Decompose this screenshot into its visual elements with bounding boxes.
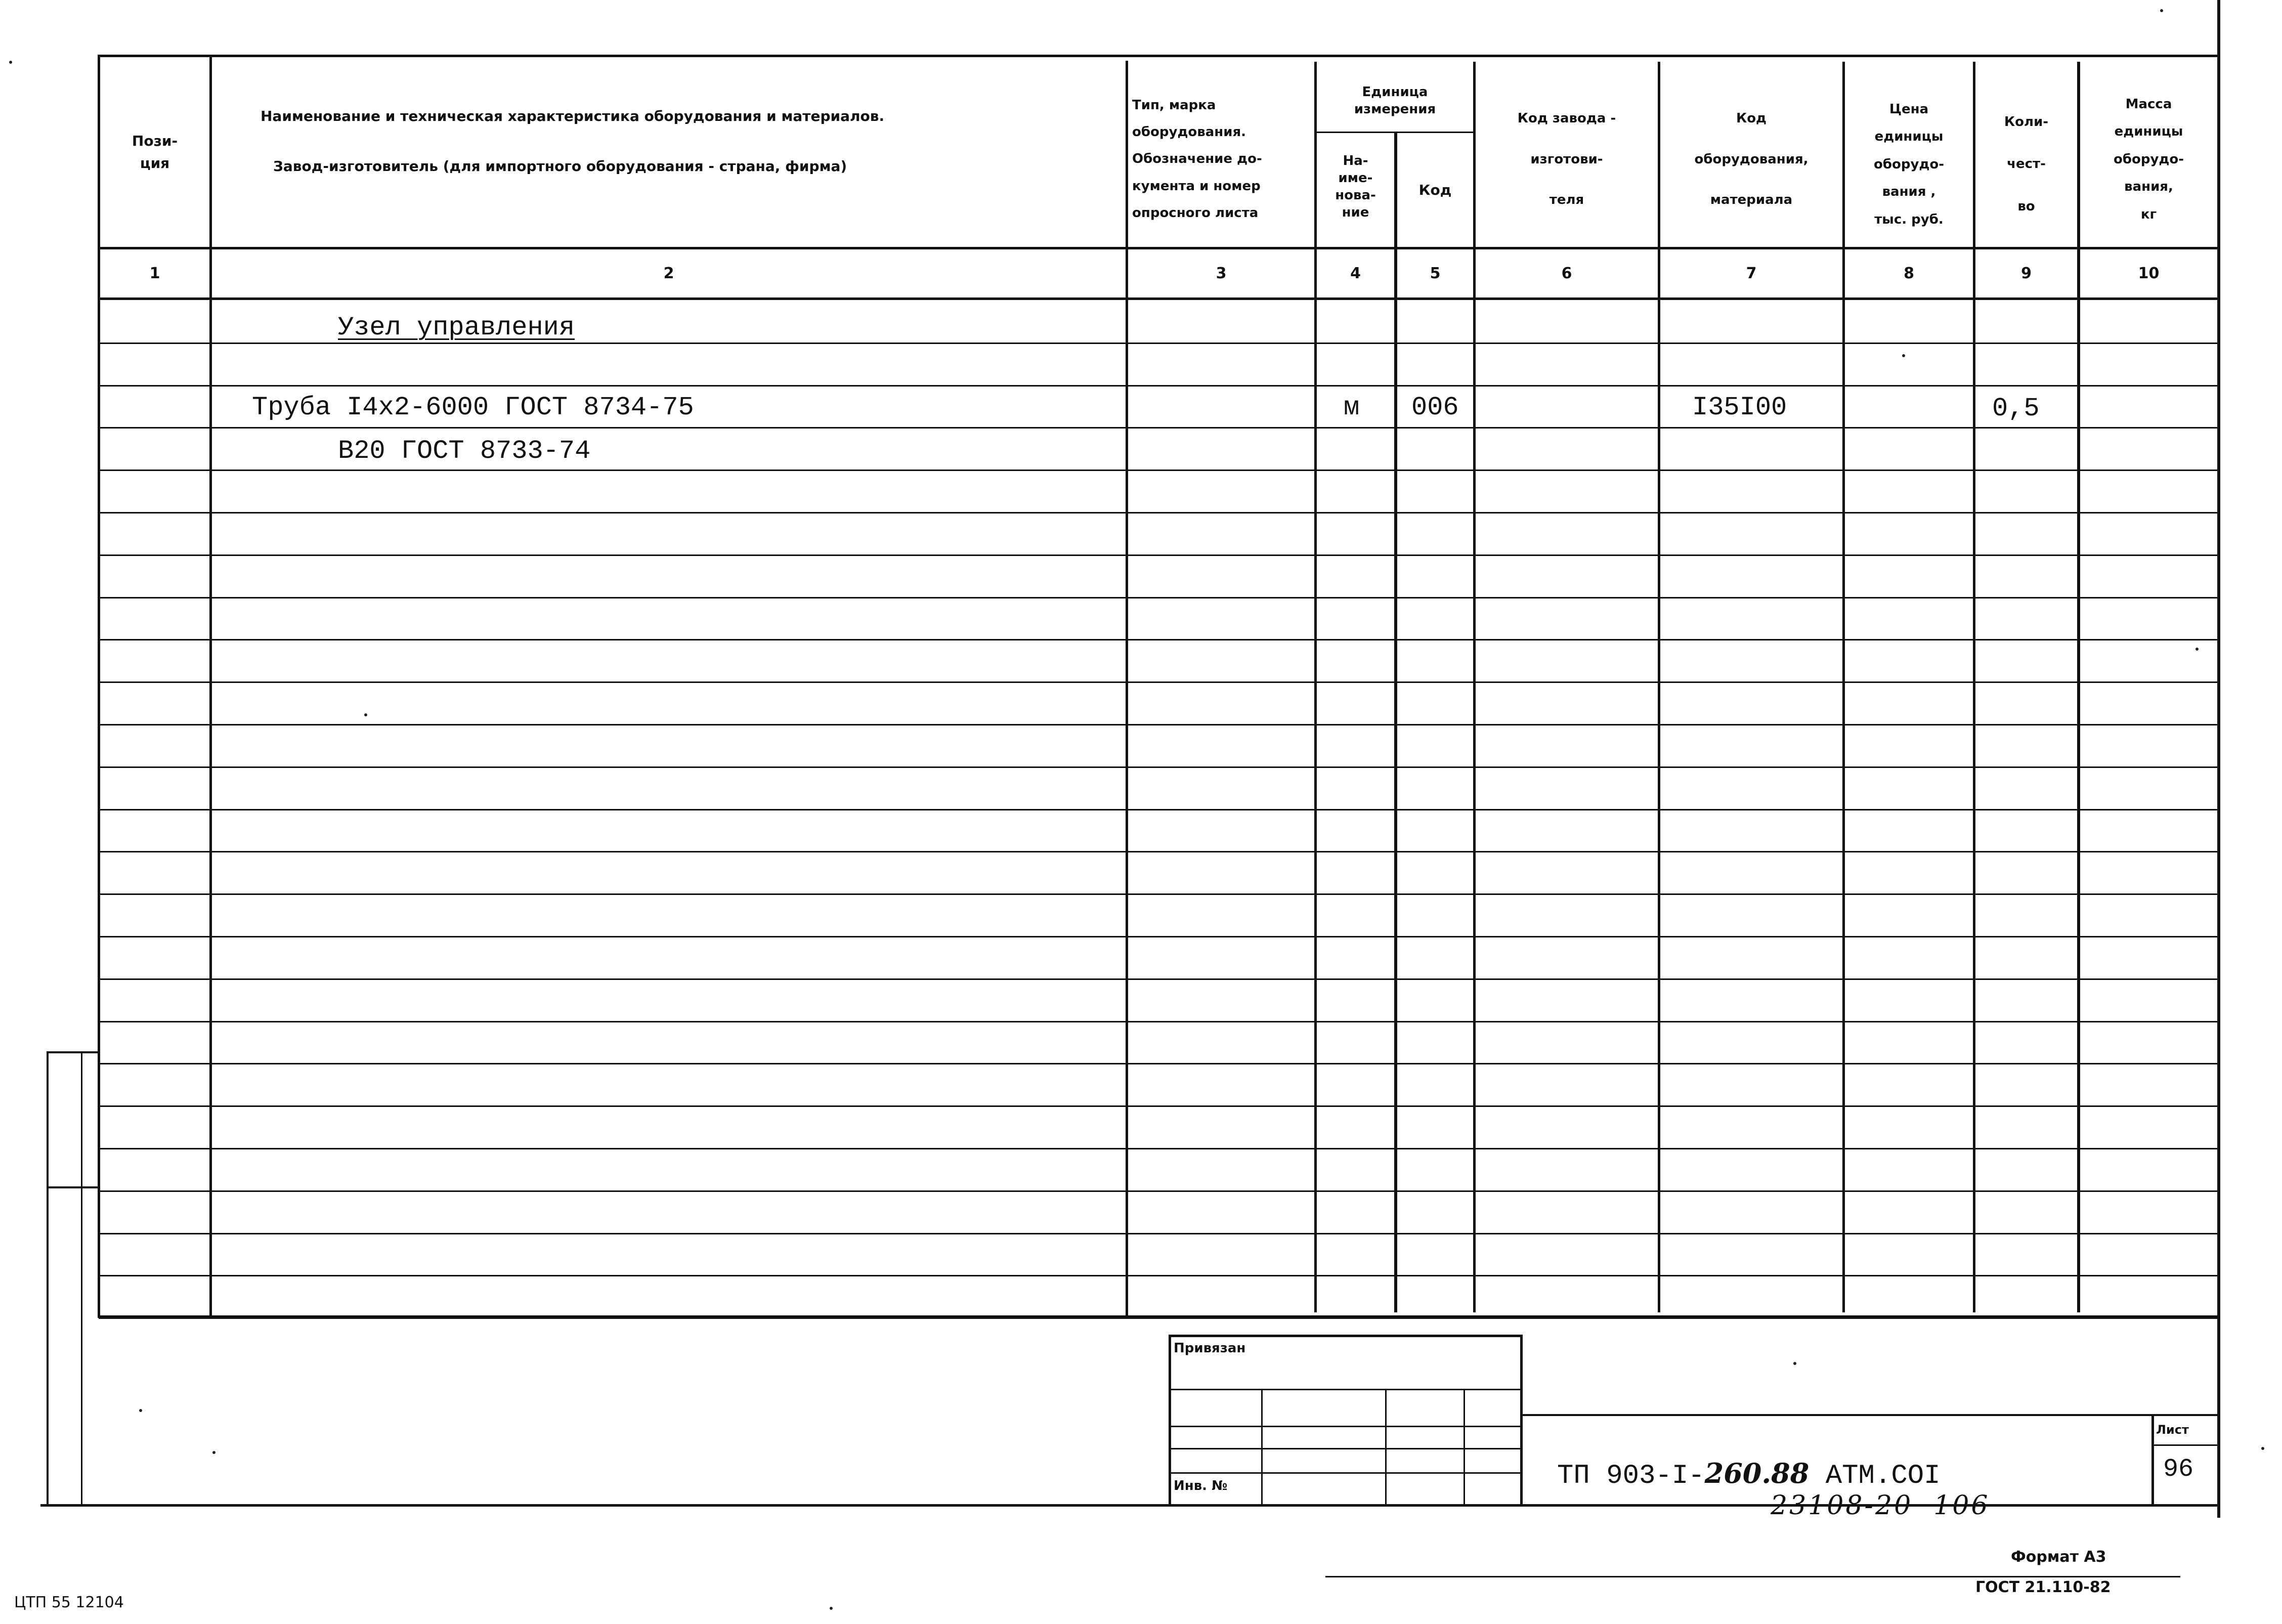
- column-number-10: 10: [2138, 265, 2160, 282]
- footer-line: [1325, 1576, 2180, 1577]
- stamp-privyazan-label: Привязан: [1174, 1341, 1246, 1356]
- table-row-line: [99, 893, 2218, 895]
- header-unit-group: Единица измерения: [1354, 84, 1436, 117]
- column-number-7: 7: [1746, 265, 1757, 282]
- header-unit-mass: Масса единицы оборудо- вания, кг: [2113, 96, 2184, 222]
- sheet-cell-divider: [2153, 1444, 2218, 1446]
- scan-speck: [2160, 9, 2163, 12]
- stamp-privyazan-top: [1170, 1335, 1523, 1337]
- column-number-1: 1: [149, 265, 160, 282]
- format-label: Формат А3: [2011, 1548, 2106, 1566]
- frame-top-border: [99, 55, 2218, 57]
- table-row-line: [99, 469, 2218, 471]
- title-block-top: [1520, 1414, 2218, 1416]
- header-position: Пози- ция: [132, 133, 178, 172]
- header-unit-name: На- име- нова- ние: [1335, 153, 1376, 220]
- scan-speck: [212, 1451, 216, 1454]
- binding-strip-left: [47, 1051, 49, 1506]
- column-number-9: 9: [2021, 265, 2032, 282]
- header-unit-code: Код: [1418, 181, 1452, 198]
- row-section-title: Узел управления: [338, 313, 575, 343]
- scan-speck: [2261, 1447, 2264, 1450]
- sheet-number: 96: [2163, 1455, 2194, 1484]
- scan-speck: [139, 1409, 142, 1412]
- column-number-5: 5: [1430, 265, 1441, 282]
- header-type: Тип, марка оборудования. Обозначение до- кумента и номер опросного листа: [1132, 97, 1262, 221]
- table-row-line: [99, 1275, 2218, 1276]
- table-row-line: [99, 1148, 2218, 1149]
- archive-number: ЦТП 55 12104: [14, 1594, 124, 1611]
- table-row-line: [99, 597, 2218, 599]
- document-code-prefix: ТП 903-I-: [1557, 1461, 1705, 1491]
- stamp-grid-h1: [1170, 1389, 1523, 1390]
- row-pipe-unit: м: [1344, 393, 1360, 422]
- scan-speck: [364, 713, 367, 716]
- table-row-line: [99, 978, 2218, 980]
- col-line-1: [209, 55, 212, 1317]
- header-name-line1: Наименование и техническая характеристика оборудования и материалов.: [261, 108, 885, 124]
- row-pipe-quantity: 0,5: [1992, 394, 2040, 423]
- table-row-line: [99, 1317, 2218, 1319]
- scan-speck: [9, 61, 12, 64]
- stamp-grid-h3: [1170, 1448, 1523, 1449]
- stamp-grid-v2: [1385, 1389, 1387, 1505]
- column-number-8: 8: [1904, 265, 1914, 282]
- table-row-line: [99, 1105, 2218, 1107]
- row-pipe-name: Труба I4x2-6000 ГОСТ 8734-75: [252, 393, 694, 422]
- sheet-cell-left: [2151, 1414, 2154, 1505]
- document-code-handwritten: 260.88: [1704, 1457, 1810, 1489]
- table-row-line: [99, 554, 2218, 556]
- table-row-line: [99, 385, 2218, 387]
- binding-strip-mid: [49, 1186, 99, 1188]
- table-row-line: [99, 936, 2218, 937]
- table-row-line: [99, 343, 2218, 344]
- binding-strip-top: [49, 1051, 99, 1053]
- table-row-line: [99, 681, 2218, 683]
- row-pipe-unit-code: 006: [1411, 393, 1459, 422]
- document-code-suffix: ATM.COI: [1809, 1461, 1941, 1491]
- header-factory-code: Код завода - изготови- теля: [1517, 111, 1616, 208]
- col-line-4: [1394, 132, 1397, 1312]
- header-material-code: Код оборудования, материала: [1694, 111, 1809, 208]
- row-pipe-material-code: I35I00: [1692, 393, 1787, 422]
- column-number-3: 3: [1216, 265, 1227, 282]
- table-row-line: [99, 809, 2218, 810]
- gost-label: ГОСТ 21.110-82: [1975, 1578, 2111, 1596]
- table-row-line: [99, 1190, 2218, 1192]
- binding-strip-line: [81, 1051, 82, 1506]
- row-pipe-steel: B20 ГОСТ 8733-74: [338, 436, 591, 466]
- column-number-line: [99, 297, 2218, 300]
- document-code: [1557, 1457, 1941, 1491]
- table-row-line: [99, 724, 2218, 725]
- stamp-privyazan-left: [1169, 1335, 1171, 1506]
- scan-speck: [1793, 1362, 1796, 1365]
- table-row-line: [99, 512, 2218, 514]
- header-quantity: Коли- чест- во: [2004, 114, 2049, 214]
- table-row-line: [99, 427, 2218, 429]
- handwritten-number: 23108-20 106: [1771, 1490, 1990, 1521]
- table-row-line: [99, 639, 2218, 640]
- sheet-label: Лист: [2156, 1423, 2189, 1437]
- stamp-grid-v1: [1261, 1389, 1263, 1505]
- table-row-line: [99, 1021, 2218, 1022]
- stamp-grid-v3: [1463, 1389, 1465, 1505]
- scan-speck: [1902, 354, 1905, 357]
- scan-speck: [830, 1607, 833, 1610]
- table-row-line: [99, 851, 2218, 852]
- table-row-line: [99, 1233, 2218, 1234]
- scan-speck: [2195, 648, 2199, 651]
- header-unit-price: Цена единицы оборудо- вания , тыс. руб.: [1873, 101, 1945, 227]
- column-number-4: 4: [1350, 265, 1361, 282]
- header-name-line2: Завод-изготовитель (для импортного оборудования - страна, фирма): [273, 158, 847, 175]
- stamp-grid-h4: [1170, 1472, 1523, 1474]
- stamp-inventory-label: Инв. №: [1174, 1478, 1228, 1493]
- frame-right-border: [2217, 0, 2220, 1518]
- column-number-6: 6: [1561, 265, 1572, 282]
- column-number-2: 2: [663, 265, 674, 282]
- table-row-line: [99, 1063, 2218, 1064]
- table-row-line: [99, 766, 2218, 768]
- stamp-privyazan-right: [1520, 1335, 1523, 1506]
- stamp-grid-h2: [1170, 1426, 1523, 1427]
